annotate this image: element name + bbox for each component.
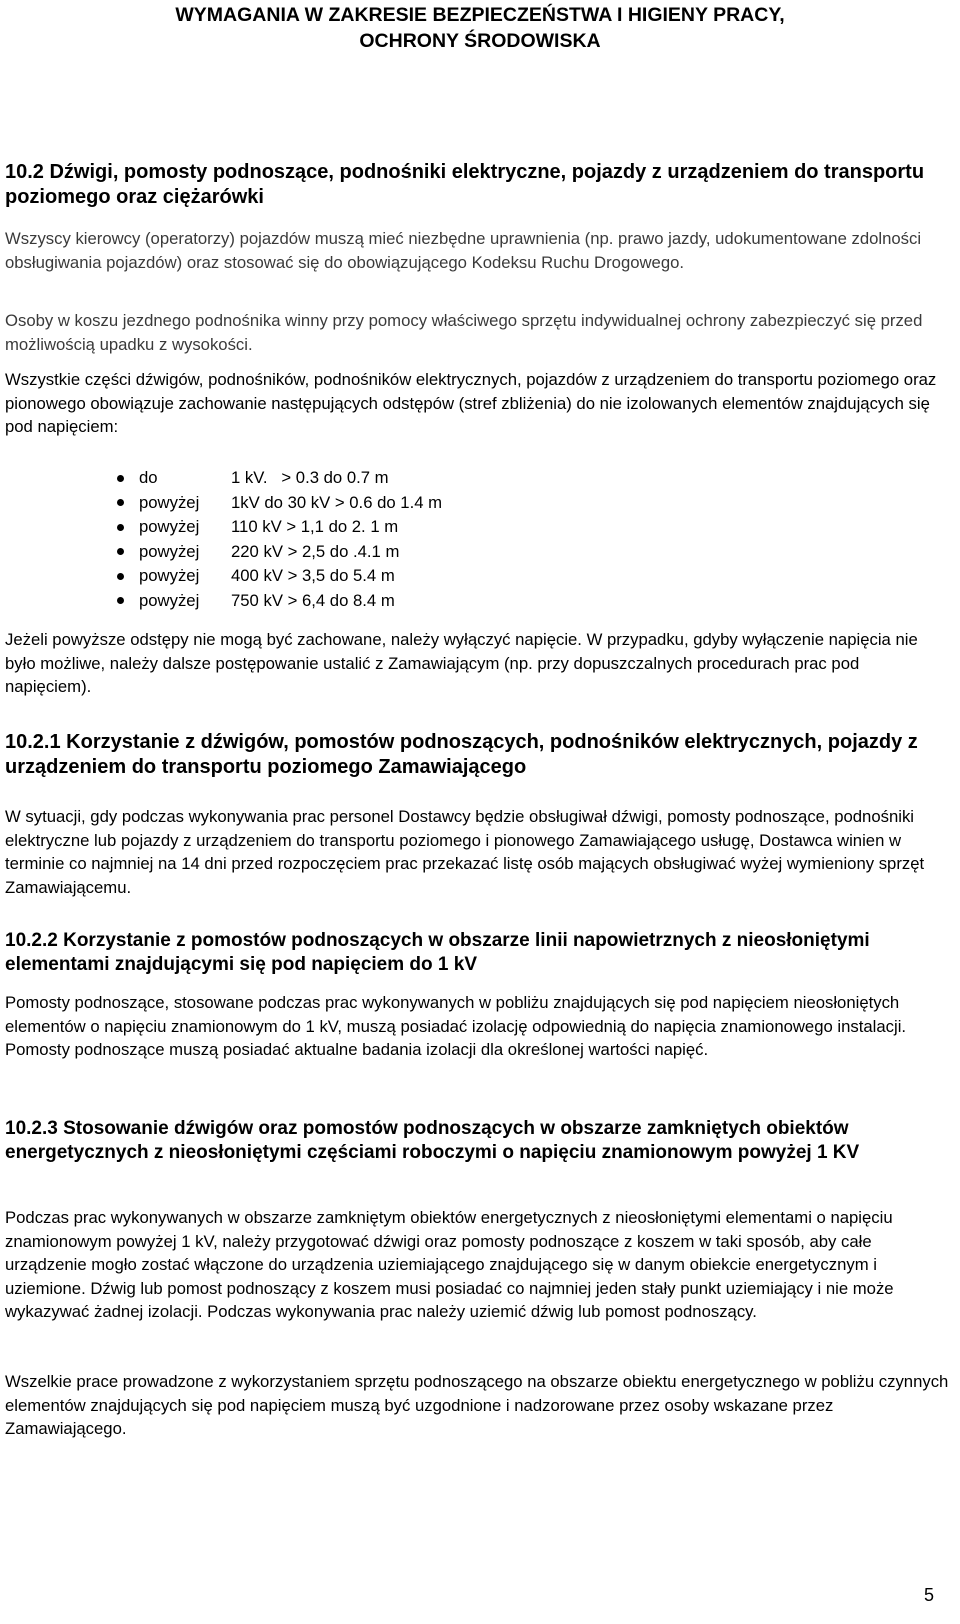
list-item: [0, 491, 960, 516]
section-10-2-3-paragraph-1: Podczas prac wykonywanych w obszarze zamkniętym obiektów energetycznych z nieosłoniętymi elementami o napięciu znamionowym powyżej 1 kV, należy przygotować dźwigi oraz pomosty podnoszące z koszem w taki sposób, aby całe urządzenie mogło zostać włączone do urządzenia uziemiającego znajdującego się w danym obiekcie energetycznym i uziemione. Dźwig lub pomost podnoszący z koszem musi posiadać co najmniej jeden stały punkt uziemiający i nie może wykazywać żadnej izolacji. Podczas wykonywania prac należy uziemić dźwig lub pomost podnoszący.: [5, 1208, 894, 1321]
bullet-icon: [117, 475, 124, 482]
bullet-icon: [117, 597, 124, 604]
header-line-1: WYMAGANIA W ZAKRESIE BEZPIECZEŃSTWA I HIGIENY PRACY,: [175, 4, 785, 26]
bullet-icon: [117, 499, 124, 506]
section-10-2-paragraph-4: Jeżeli powyższe odstępy nie mogą być zachowane, należy wyłączyć napięcie. W przypadku, gdyby wyłączenie napięcia nie było możliwe, należy dalsze postępowanie ustalić z Zamawiającym (np. przy dopuszczalnych procedurach prac pod napięciem).: [5, 630, 918, 696]
distance-label: powyżej: [139, 566, 200, 585]
distance-value: 220 kV > 2,5 do .4.1 m: [231, 541, 400, 561]
distance-list: [0, 466, 960, 613]
section-10-2-paragraph-1: Wszyscy kierowcy (operatorzy) pojazdów muszą mieć niezbędne uprawnienia (np. prawo jazdy, udokumentowane zdolności obsługiwania pojazdów) oraz stosować się do obowiązującego Kodeksu Ruchu Drogowego.: [5, 229, 922, 272]
distance-value: 110 kV > 1,1 do 2. 1 m: [231, 517, 399, 536]
list-item: [0, 589, 960, 614]
section-10-2-2-heading: 10.2.2 Korzystanie z pomostów podnoszących w obszarze linii napowietrznych z nieosłoniętymi elementami znajdującymi się pod napięciem do 1 kV: [5, 930, 870, 975]
distance-label: powyżej: [139, 590, 200, 610]
section-10-2-3-heading: 10.2.3 Stosowanie dźwigów oraz pomostów podnoszących w obszarze zamkniętych obiektów energetycznych z nieosłoniętymi częściami roboczymi o napięciu znamionowym powyżej 1 KV: [5, 1118, 860, 1163]
distance-label: powyżej: [139, 492, 200, 512]
section-10-2-3-paragraph-2: Wszelkie prace prowadzone z wykorzystaniem sprzętu podnoszącego na obszarze obiektu energetycznego w pobliżu czynnych elementów znajdujących się pod napięciem muszą być uzgodnione i nadzorowane przez osoby wskazane przez Zamawiającego.: [5, 1372, 949, 1438]
section-10-2-1-paragraph-1: W sytuacji, gdy podczas wykonywania prac personel Dostawcy będzie obsługiwał dźwigi, pomosty podnoszące, podnośniki elektryczne lub pojazdy z urządzeniem do transportu poziomego i pionowego Zamawiającego usługę, Dostawca winien w terminie co najmniej na 14 dni przed rozpoczęciem prac przekazać listę osób mających obsługiwać wyżej wymieniony sprzęt Zamawiającemu.: [5, 807, 925, 897]
section-10-2-paragraph-2: Osoby w koszu jezdnego podnośnika winny przy pomocy właściwego sprzętu indywidualnej ochrony zabezpieczyć się przed możliwością upadku z wysokości.: [5, 311, 923, 354]
page-number: 5: [923, 1585, 934, 1605]
bullet-icon: [117, 524, 124, 531]
list-item: [0, 515, 960, 540]
bullet-icon: [117, 573, 124, 580]
distance-label: powyżej: [139, 517, 200, 536]
header-line-2: OCHRONY ŚRODOWISKA: [359, 30, 601, 52]
section-10-2-heading: 10.2 Dźwigi, pomosty podnoszące, podnośniki elektryczne, pojazdy z urządzeniem do transportu poziomego oraz ciężarówki: [5, 161, 925, 208]
document-header: [0, 2, 960, 54]
list-item: [0, 466, 960, 491]
section-10-2-1-heading: 10.2.1 Korzystanie z dźwigów, pomostów podnoszących, podnośników elektrycznych, pojazdy z urządzeniem do transportu poziomego Zamawiającego: [5, 731, 918, 778]
distance-value: 400 kV > 3,5 do 5.4 m: [231, 566, 395, 585]
distance-label: powyżej: [139, 541, 200, 561]
distance-value: 1kV do 30 kV > 0.6 do 1.4 m: [231, 492, 443, 512]
list-item: [0, 564, 960, 589]
distance-value: 750 kV > 6,4 do 8.4 m: [231, 590, 395, 610]
distance-label: do: [139, 468, 158, 487]
bullet-icon: [117, 548, 124, 555]
section-10-2-2-paragraph-1: Pomosty podnoszące, stosowane podczas prac wykonywanych w pobliżu znajdujących się pod napięciem nieosłoniętych elementów o napięciu znamionowym do 1 kV, muszą posiadać izolację odpowiednią do napięcia znamionowego instalacji. Pomosty podnoszące muszą posiadać aktualne badania izolacji dla określonej wartości napięć.: [5, 993, 907, 1059]
distance-value: 1 kV. > 0.3 do 0.7 m: [231, 468, 389, 487]
list-item: [0, 540, 960, 565]
section-10-2-paragraph-3: Wszystkie części dźwigów, podnośników, podnośników elektrycznych, pojazdów z urządzeniem do transportu poziomego oraz pionowego obowiązuje zachowanie następujących odstępów (stref zbliżenia) do nie izolowanych elementów znajdujących się pod napięciem:: [5, 370, 937, 436]
